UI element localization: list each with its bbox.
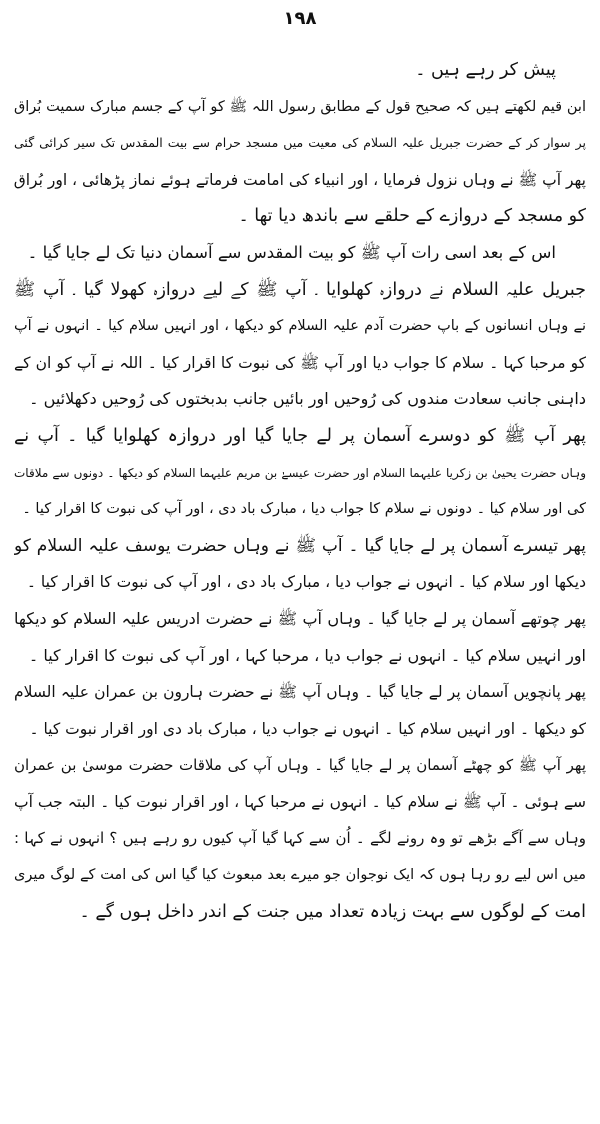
text-line: جبریل علیہ السلام نے دروازہ کھلوایا ۔ آپ ﷺ کے لیے دروازہ کھولا گیا ۔ آپ ﷺ (14, 279, 586, 300)
text-line: پھر آپ ﷺ نے وہاں نزول فرمایا ، اور انبیاء کی امامت فرماتے ہوئے نماز پڑھائی ، اور بُراق (14, 170, 586, 189)
text-line: وہاں حضرت یحییٰ بن زکریا علیہما السلام اور حضرت عیسےٰ بن مریم علیہما السلام کو دیکھا ۔ دونوں سے ملاقات (14, 465, 586, 480)
text-line: داہنی جانب سعادت مندوں کی رُوحیں اور بائیں جانب بدبختوں کی رُوحیں دکھلائیں ۔ (29, 389, 586, 409)
body-text (14, 52, 586, 930)
text-line: پھر تیسرے آسمان پر لے جایا گیا ۔ آپ ﷺ نے وہاں حضرت یوسف علیہ السلام کو (14, 535, 586, 556)
text-line: پھر چوتھے آسمان پر لے جایا گیا ۔ وہاں آپ ﷺ نے حضرت ادریس علیہ السلام کو دیکھا (14, 608, 586, 628)
text-line: پیش کر رہے ہیں ۔ (415, 60, 556, 80)
page-number: ۱۹۸ (283, 8, 317, 29)
text-line: امت کے لوگوں سے بہت زیادہ تعداد میں جنت کے اندر داخل ہوں گے ۔ (79, 901, 586, 922)
text-line: کو دیکھا ۔ اور انہیں سلام کیا ۔ انہوں نے جواب دیا ، مبارک باد دی اور اقرار نبوت کیا ۔ (29, 719, 586, 738)
text-line: دیکھا اور سلام کیا ۔ انہوں نے جواب دیا ، مبارک باد دی ، اور آپ کی نبوت کا اقرار کیا ۔ (26, 573, 586, 592)
text-line: اس کے بعد اسی رات آپ ﷺ کو بیت المقدس سے آسمان دنیا تک لے جایا گیا ۔ (27, 242, 556, 262)
text-line: پھر آپ ﷺ کو دوسرے آسمان پر لے جایا گیا اور دروازہ کھلوایا گیا ۔ آپ نے (14, 425, 586, 446)
text-line: ابن قیم لکھتے ہیں کہ صحیح قول کے مطابق رسول اللہ ﷺ کو آپ کے جسم مبارک سمیت بُراق (14, 98, 586, 115)
text-line: پھر آپ ﷺ کو چھٹے آسمان پر لے جایا گیا ۔ وہاں آپ کی ملاقات حضرت موسیٰ بن عمران (14, 756, 586, 775)
text-line: پر سوار کر کے حضرت جبریل علیہ السلام کی معیت میں مسجد حرام سے بیت المقدس تک سیر کرائی گئی (14, 135, 586, 151)
text-line: کی اور سلام کیا ۔ دونوں نے سلام کا جواب دیا ، مبارک باد دی ، اور آپ کی نبوت کا اقرار کیا ۔ (22, 501, 586, 518)
text-line: سے ہوئی ۔ آپ ﷺ نے سلام کیا ۔ انہوں نے مرحبا کہا ، اور اقرار نبوت کیا ۔ البتہ جب آپ (14, 792, 586, 811)
text-line: کو مرحبا کہا ۔ سلام کا جواب دیا اور آپ ﷺ کی نبوت کا اقرار کیا ۔ اللہ نے آپ کو ان کے (14, 353, 586, 372)
text-line: نے وہاں انسانوں کے باپ حضرت آدم علیہ السلام کو دیکھا ، اور انہیں سلام کیا ۔ انہوں نے آپ (14, 318, 586, 335)
text-line: اور انہیں سلام کیا ۔ انہوں نے جواب دیا ، مرحبا کہا ، اور آپ کی نبوت کا اقرار کیا ۔ (28, 645, 586, 665)
text-line: میں اس لیے رو رہا ہوں کہ ایک نوجوان جو میرے بعد مبعوث کیا گیا اس کی امت کے لوگ میری (14, 867, 586, 884)
text-line: کو مسجد کے دروازے کے حلقے سے باندھ دیا تھا ۔ (238, 206, 586, 227)
text-line: وہاں سے آگے بڑھے تو وہ رونے لگے ۔ اُن سے کہا گیا آپ کیوں رو رہے ہیں ؟ انہوں نے کہا : (14, 829, 586, 848)
text-line: پھر پانچویں آسمان پر لے جایا گیا ۔ وہاں آپ ﷺ نے حضرت ہارون بن عمران علیہ السلام (14, 683, 586, 702)
